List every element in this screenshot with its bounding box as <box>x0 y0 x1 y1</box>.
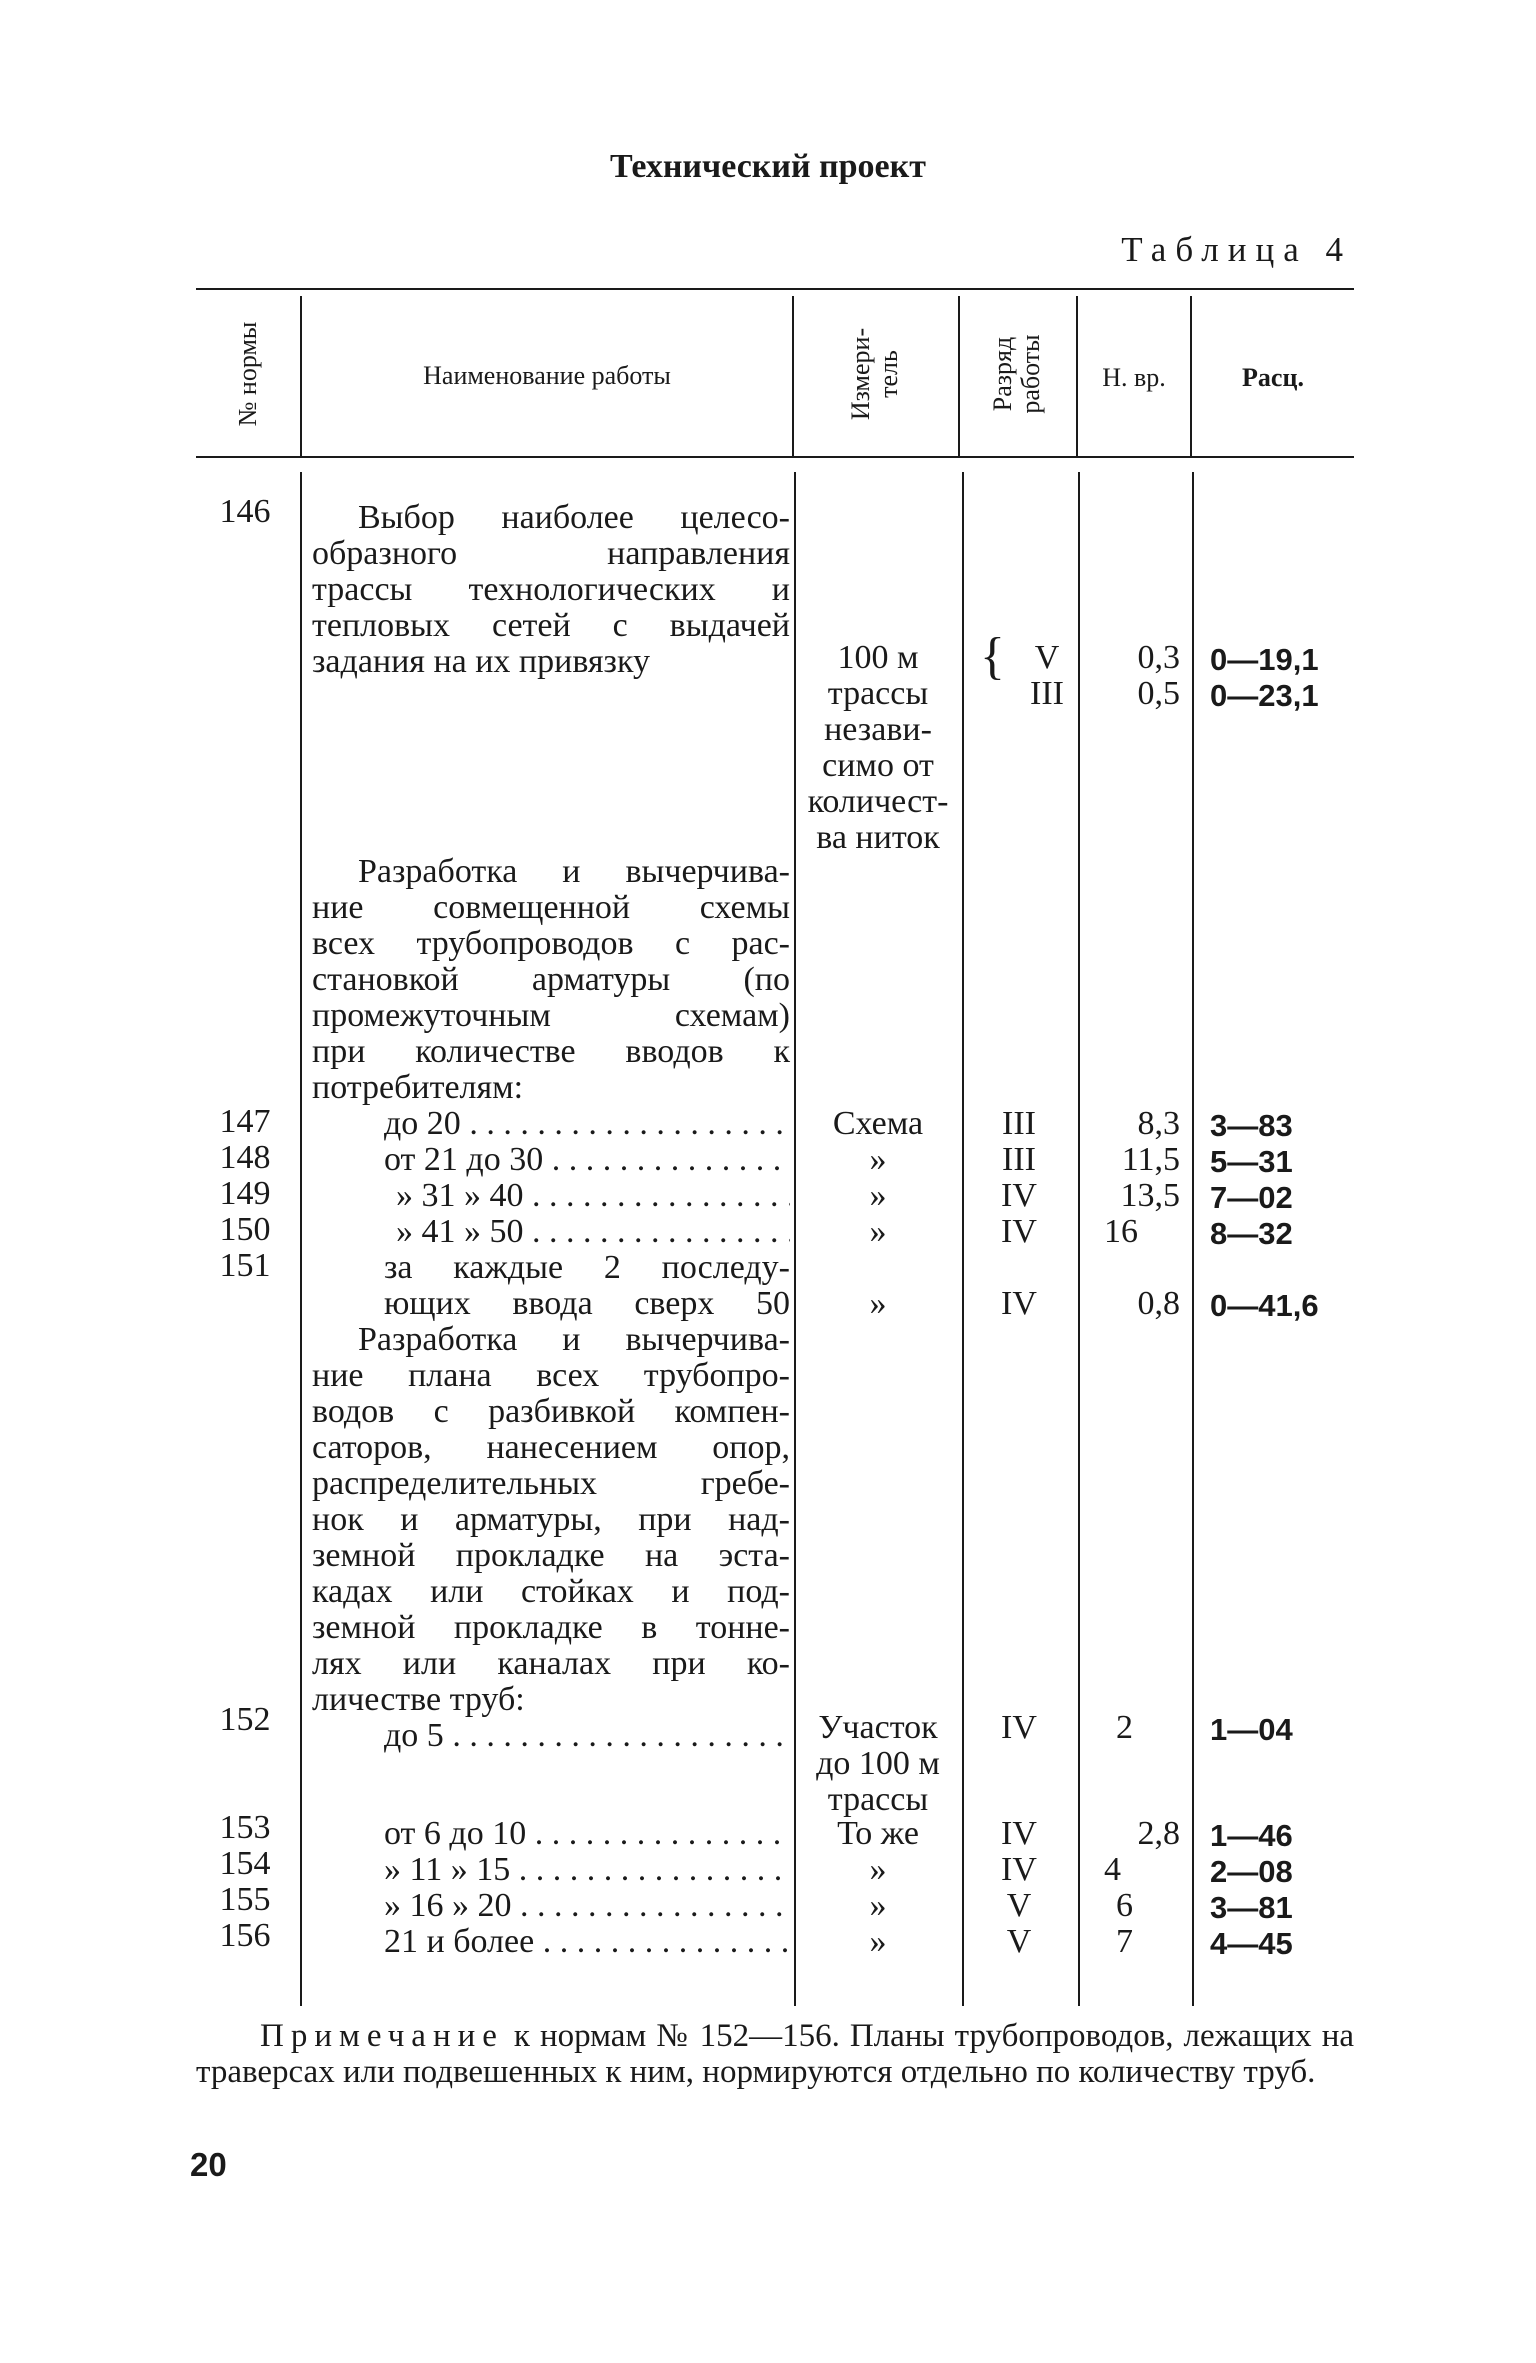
norm-number: 152 <box>219 1701 271 1738</box>
sub-item-label: за каждые 2 последу- <box>384 1249 790 1286</box>
unit-line: незави- <box>824 711 932 748</box>
sub-item-label: » 16 » 20 . . . <box>312 1888 790 1924</box>
work-description: личестве труб: <box>312 1681 525 1718</box>
rate-value: 7—02 <box>1210 1180 1293 1215</box>
rate-value: 0—41,6 <box>1210 1288 1319 1323</box>
work-description: при количестве вводов к <box>312 1033 790 1070</box>
brace: { <box>980 628 1005 685</box>
rate-value: 2—08 <box>1210 1854 1293 1889</box>
unit-value: » <box>869 1887 887 1924</box>
grade-value: III <box>1002 1105 1036 1142</box>
unit-line: трассы <box>827 1781 929 1818</box>
table-label: Таблица 4 <box>1121 230 1352 269</box>
grade-value: IV <box>1001 1177 1037 1214</box>
work-description: ние совмещенной схемы <box>312 889 790 926</box>
work-description: Выбор наиболее целесо- <box>358 499 790 536</box>
unit-line: трассы <box>827 675 929 712</box>
work-description: распределительных гребе- <box>312 1465 790 1502</box>
header-hours: Н. вр. <box>1102 363 1166 392</box>
unit-value: » <box>869 1177 887 1214</box>
unit-line: ва ниток <box>816 819 940 856</box>
norm-number: 150 <box>219 1211 271 1248</box>
work-description: земной прокладке на эста- <box>312 1537 790 1574</box>
hours-value: 0,8 <box>1137 1285 1180 1322</box>
grade-value: III <box>1002 1141 1036 1178</box>
unit-value: То же <box>837 1815 919 1852</box>
sub-item-label: » 11 » 15 . . . <box>312 1852 790 1888</box>
work-description: Разработка и вычерчива- <box>358 1321 790 1358</box>
hours-value: 8,3 <box>1137 1105 1180 1142</box>
work-description: задания на их привязку <box>312 643 651 680</box>
hours-value: 7 <box>1116 1923 1133 1960</box>
sub-item-label: ющих ввода сверх 50 <box>384 1285 790 1322</box>
col-divider <box>300 472 302 2006</box>
work-description: всех трубопроводов с рас- <box>312 925 790 962</box>
header-work-name: Наименование работы <box>423 361 671 390</box>
unit-value: » <box>869 1213 887 1250</box>
page-title: Технический проект <box>610 148 926 185</box>
page-number: 20 <box>190 2146 227 2183</box>
grade-value: IV <box>1001 1285 1037 1322</box>
header-bottom-rule <box>196 456 1354 458</box>
norm-number: 153 <box>219 1809 271 1846</box>
table-note <box>196 2018 1354 2090</box>
rate-value: 3—81 <box>1210 1890 1293 1925</box>
rate-value: 3—83 <box>1210 1108 1293 1143</box>
sub-item-label: » 31 » 40 . . . <box>312 1178 790 1214</box>
work-description: земной прокладке в тонне- <box>312 1609 790 1646</box>
header-unit: Измери- тель <box>846 327 903 421</box>
norm-number: 156 <box>219 1917 271 1954</box>
grade-value: IV <box>1001 1851 1037 1888</box>
unit-line: 100 м <box>837 639 919 676</box>
header-norm-no: № нормы <box>233 321 262 427</box>
unit-line: симо от <box>822 747 934 784</box>
header-grade: Разряд работы <box>988 334 1045 414</box>
grade-value: III <box>1030 675 1064 712</box>
grade-value: V <box>1006 1887 1032 1924</box>
unit-value: » <box>869 1141 887 1178</box>
work-description: потребителям: <box>312 1069 524 1106</box>
hours-value: 4 <box>1104 1851 1121 1888</box>
col-divider <box>792 296 794 456</box>
sub-item-label: до 20 . . . <box>312 1106 790 1142</box>
hours-value: 2 <box>1116 1709 1133 1746</box>
hours-value: 11,5 <box>1121 1141 1180 1178</box>
work-description: образного направления <box>312 535 790 572</box>
grade-value: IV <box>1001 1709 1037 1746</box>
grade-value: IV <box>1001 1213 1037 1250</box>
norm-number: 154 <box>219 1845 271 1882</box>
sub-item-label: 21 и более . . . <box>312 1924 790 1960</box>
note-text: к нормам № 152—156. Планы трубопроводов, лежащих на траверсах или подвешенных к ним, нормируются отдельно по количеству труб. <box>196 2018 1354 2090</box>
rate-value: 4—45 <box>1210 1926 1293 1961</box>
unit-value: » <box>869 1923 887 1960</box>
norm-number: 147 <box>219 1103 271 1140</box>
hours-value: 13,5 <box>1120 1177 1180 1214</box>
rate-value: 0—19,1 <box>1210 642 1319 677</box>
norm-number: 155 <box>219 1881 271 1918</box>
work-description: саторов, нанесением опор, <box>312 1429 790 1466</box>
grade-value: IV <box>1001 1815 1037 1852</box>
work-description: тепловых сетей с выдачей <box>312 607 790 644</box>
norm-number: 148 <box>219 1139 271 1176</box>
grade-value: V <box>1034 639 1060 676</box>
hours-value: 0,5 <box>1137 675 1180 712</box>
hours-value: 6 <box>1116 1887 1133 1924</box>
work-description: лях или каналах при ко- <box>312 1645 790 1682</box>
work-description: кадах или стойках и под- <box>312 1573 790 1610</box>
work-description: становкой арматуры (по <box>312 961 790 998</box>
work-description: Разработка и вычерчива- <box>358 853 790 890</box>
sub-item-label: до 5 . . . <box>312 1718 790 1754</box>
rate-value: 5—31 <box>1210 1144 1293 1179</box>
norm-number: 149 <box>219 1175 271 1212</box>
hours-value: 2,8 <box>1137 1815 1180 1852</box>
sub-item-label: от 6 до 10 . . . <box>312 1816 790 1852</box>
hours-value: 0,3 <box>1137 639 1180 676</box>
sub-item-label: » 41 » 50 . . . <box>312 1214 790 1250</box>
rate-value: 8—32 <box>1210 1216 1293 1251</box>
work-description: нок и арматуры, при над- <box>312 1501 790 1538</box>
rate-value: 1—04 <box>1210 1712 1293 1747</box>
work-description: ние плана всех трубопро- <box>312 1357 790 1394</box>
grade-value: V <box>1006 1923 1032 1960</box>
note-label: Примечание <box>260 2018 504 2054</box>
unit-value: » <box>869 1285 887 1322</box>
norm-number: 151 <box>219 1247 271 1284</box>
work-description: трассы технологических и <box>312 571 790 608</box>
norm-number: 146 <box>219 493 271 530</box>
work-description: промежуточным схемам) <box>312 997 790 1034</box>
table-top-rule <box>196 288 1354 290</box>
header-rate: Расц. <box>1242 363 1304 392</box>
unit-line: количест- <box>807 783 949 820</box>
unit-value: Схема <box>832 1105 924 1142</box>
rate-value: 0—23,1 <box>1210 678 1319 713</box>
col-divider <box>958 296 960 456</box>
rate-value: 1—46 <box>1210 1818 1293 1853</box>
hours-value: 16 <box>1104 1213 1138 1250</box>
unit-line: до 100 м <box>816 1745 940 1782</box>
unit-line: Участок <box>818 1709 938 1746</box>
work-description: водов с разбивкой компен- <box>312 1393 790 1430</box>
sub-item-label: от 21 до 30 . . . <box>312 1142 790 1178</box>
unit-value: » <box>869 1851 887 1888</box>
